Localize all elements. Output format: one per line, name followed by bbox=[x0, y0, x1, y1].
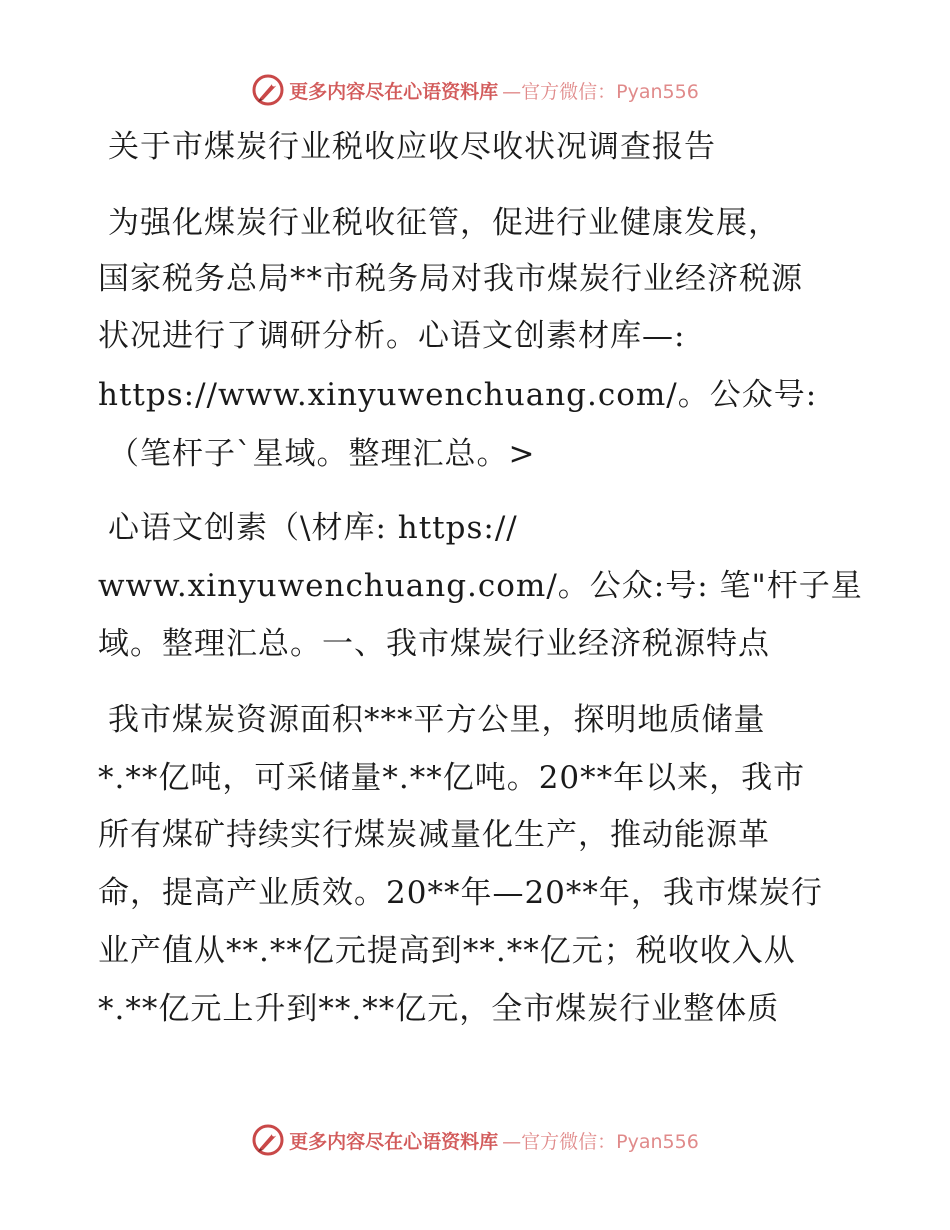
paragraph-line: *.**亿吨，可采储量*.**亿吨。20**年以来，我市 bbox=[98, 760, 806, 796]
watermark-banner-bottom bbox=[0, 1118, 950, 1162]
pen-logo-icon bbox=[251, 73, 285, 107]
paragraph-line: 状况进行了调研分析。心语文创素材库—: bbox=[98, 318, 686, 354]
page-title: 关于市煤炭行业税收应收尽收状况调查报告 bbox=[108, 129, 716, 165]
pen-logo-icon bbox=[251, 1123, 285, 1157]
paragraph-line: https://www.xinyuwenchuang.com/。公众号: bbox=[98, 377, 818, 413]
paragraph-line: 命，提高产业质效。20**年—20**年，我市煤炭行 bbox=[98, 875, 823, 911]
paragraph-line: 业产值从**.**亿元提高到**.**亿元；税收收入从 bbox=[98, 933, 796, 969]
paragraph-line: 心语文创素（\材库: https:// bbox=[108, 510, 518, 546]
watermark-lead-text: 更多内容尽在心语资料库 bbox=[289, 80, 499, 103]
paragraph-line: 为强化煤炭行业税收征管，促进行业健康发展， bbox=[108, 205, 780, 241]
paragraph-line: 我市煤炭资源面积***平方公里，探明地质储量 bbox=[108, 702, 766, 738]
paragraph-line: （笔杆子`星域。整理汇总。> bbox=[108, 436, 536, 472]
watermark-wechat-text: —官方微信：Pyan556 bbox=[502, 80, 699, 103]
watermark-banner-top bbox=[0, 68, 950, 112]
paragraph-line: 所有煤矿持续实行煤炭减量化生产，推动能源革 bbox=[98, 817, 770, 853]
paragraph-line: 国家税务总局**市税务局对我市煤炭行业经济税源 bbox=[98, 261, 803, 297]
paragraph-line: 域。整理汇总。一、我市煤炭行业经济税源特点 bbox=[98, 626, 770, 662]
paragraph-line: *.**亿元上升到**.**亿元，全市煤炭行业整体质 bbox=[98, 991, 780, 1027]
watermark-lead-text: 更多内容尽在心语资料库 bbox=[289, 1130, 499, 1153]
paragraph-line: www.xinyuwenchuang.com/。公众:号: 笔"杆子星 bbox=[98, 568, 863, 604]
watermark-wechat-text: —官方微信：Pyan556 bbox=[502, 1130, 699, 1153]
